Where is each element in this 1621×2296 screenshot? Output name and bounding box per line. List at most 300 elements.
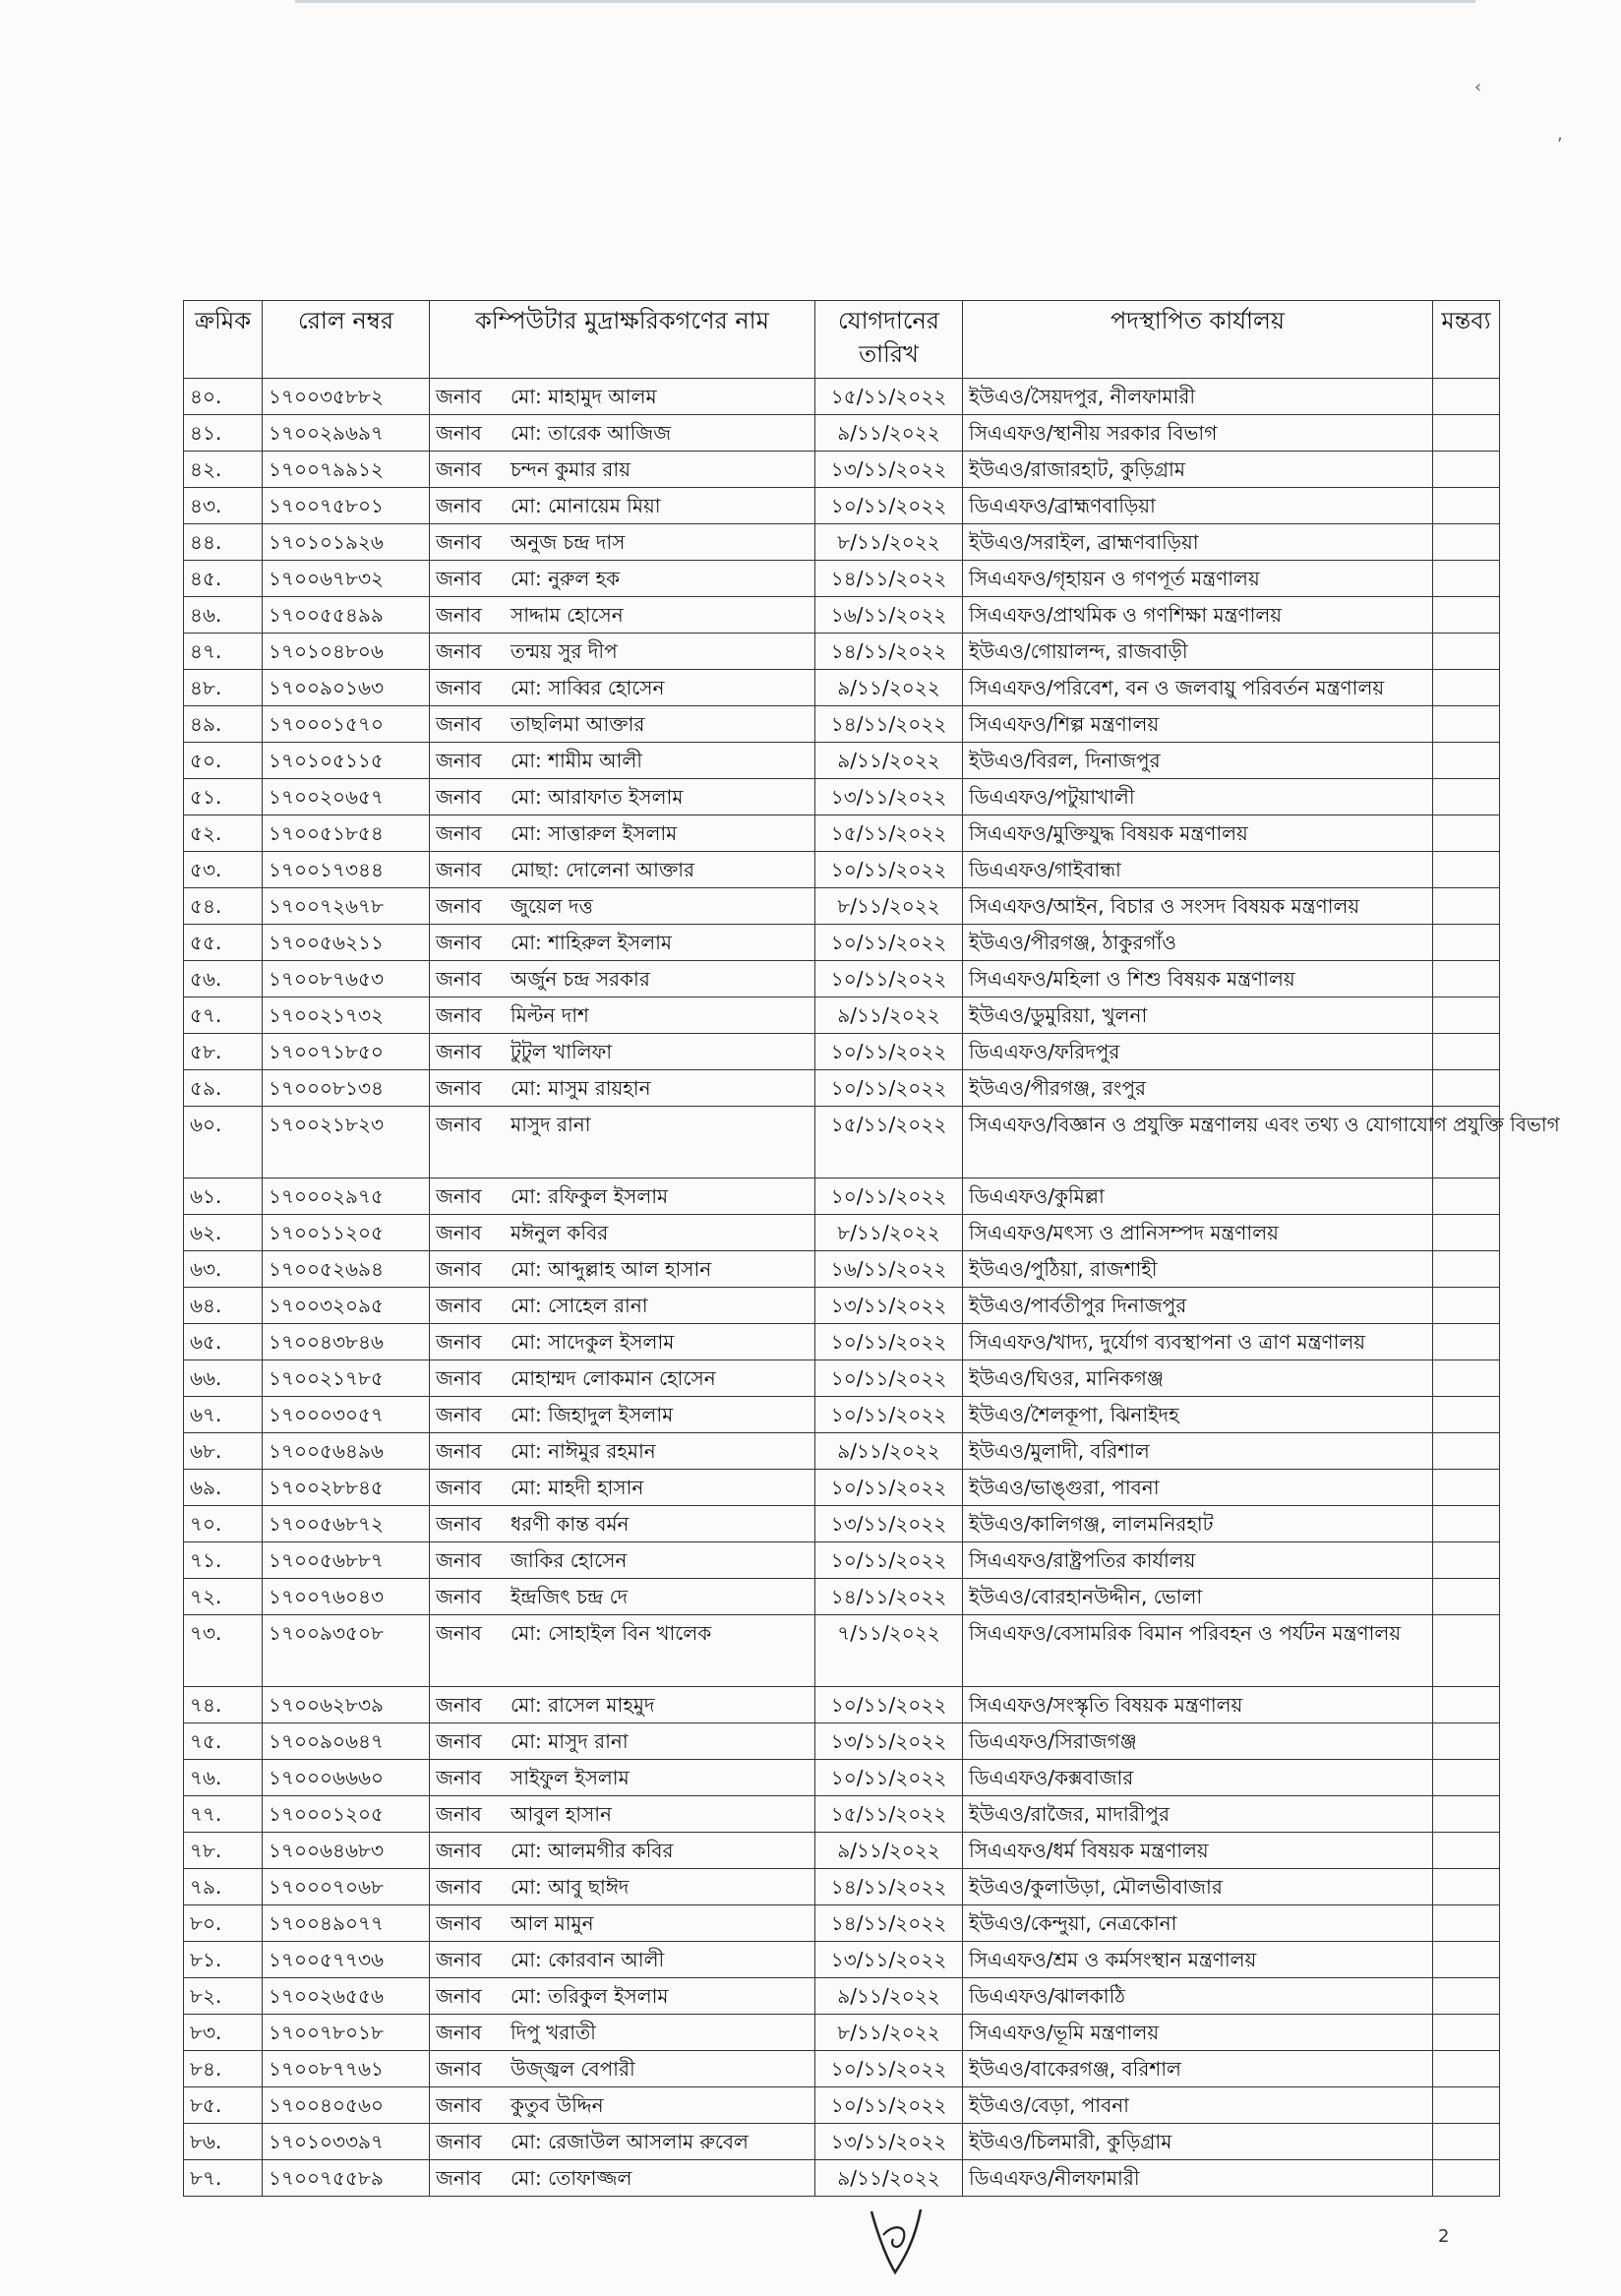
join-date-cell: ১০/১১/২০২২: [815, 1397, 963, 1433]
remarks-cell: [1433, 852, 1500, 888]
name-cell: [430, 961, 815, 997]
remarks-cell: [1433, 379, 1500, 415]
serial-cell: ৬৮.: [184, 1433, 263, 1470]
office-cell: ইউএও/কুলাউড়া, মৌলভীবাজার: [963, 1869, 1433, 1905]
serial-cell: ৭৭.: [184, 1796, 263, 1833]
honorific: জনাব: [436, 2093, 482, 2117]
table-row: [184, 1215, 1500, 1251]
honorific: জনাব: [436, 2021, 482, 2044]
honorific: জনাব: [436, 1257, 482, 1281]
remarks-cell: [1433, 1506, 1500, 1542]
name-cell: [430, 1942, 815, 1978]
remarks-cell: [1433, 1470, 1500, 1506]
roll-cell: ১৭০০৫৫৪৯৯: [263, 597, 430, 634]
person-name: মো: আরাফাত ইসলাম: [510, 785, 684, 809]
serial-cell: ৮৬.: [184, 2124, 263, 2160]
honorific: জনাব: [436, 1911, 482, 1935]
join-date-cell: ১৪/১১/২০২২: [815, 1869, 963, 1905]
person-name: মো: কোরবান আলী: [510, 1948, 665, 1971]
name-cell: [430, 1178, 815, 1215]
name-cell: [430, 997, 815, 1034]
serial-cell: ৫৩.: [184, 852, 263, 888]
serial-cell: ৪৭.: [184, 634, 263, 670]
remarks-cell: [1433, 2124, 1500, 2160]
serial-cell: ৮৪.: [184, 2051, 263, 2087]
roll-cell: ১৭০০০১২০৫: [263, 1796, 430, 1833]
join-date-cell: ১৩/১১/২০২২: [815, 452, 963, 488]
table-row: [184, 1615, 1500, 1687]
join-date-cell: ১৬/১১/২০২২: [815, 1251, 963, 1288]
honorific: জনাব: [436, 2057, 482, 2081]
table-row: [184, 1687, 1500, 1723]
person-name: মো: রাসেল মাহমুদ: [510, 1693, 655, 1717]
name-cell: [430, 1506, 815, 1542]
table-row: [184, 2087, 1500, 2124]
person-name: মো: নুরুল হক: [510, 567, 621, 590]
person-name: মো: মাহদী হাসান: [510, 1476, 644, 1499]
honorific: জনাব: [436, 676, 482, 699]
honorific: জনাব: [436, 1221, 482, 1244]
join-date-cell: ১৪/১১/২০২২: [815, 1905, 963, 1942]
header-remarks: মন্তব্য: [1433, 301, 1500, 379]
honorific: জনাব: [436, 1839, 482, 1862]
roll-cell: ১৭০০৫৬৮৭২: [263, 1506, 430, 1542]
remarks-cell: [1433, 452, 1500, 488]
table-row: [184, 1360, 1500, 1397]
office-cell: সিএএফও/বেসামরিক বিমান পরিবহন ও পর্যটন মন্ত্রণালয়: [963, 1615, 1433, 1687]
office-cell: ডিএএফও/ফরিদপুর: [963, 1034, 1433, 1070]
roll-cell: ১৭০০৩৫৮৮২: [263, 379, 430, 415]
person-name: মিল্টন দাশ: [510, 1003, 589, 1027]
office-cell: সিএএফও/বিজ্ঞান ও প্রযুক্তি মন্ত্রণালয় এবং তথ্য ও যোগাযোগ প্রযুক্তি বিভাগ: [963, 1107, 1433, 1178]
table-row: [184, 379, 1500, 415]
table-row: [184, 1905, 1500, 1942]
table-row: [184, 1978, 1500, 2015]
join-date-cell: ১৩/১১/২০২২: [815, 1723, 963, 1760]
serial-cell: ৫৯.: [184, 1070, 263, 1107]
roll-cell: ১৭০০২০৬৫৭: [263, 779, 430, 816]
serial-cell: ৭৪.: [184, 1687, 263, 1723]
join-date-cell: ১৫/১১/২০২২: [815, 1107, 963, 1178]
join-date-cell: ১৫/১১/২০২২: [815, 379, 963, 415]
honorific: জনাব: [436, 1076, 482, 1100]
table-row: [184, 1034, 1500, 1070]
office-cell: ইউএও/বোরহানউদ্দীন, ভোলা: [963, 1579, 1433, 1615]
remarks-cell: [1433, 561, 1500, 597]
office-cell: ডিএএফও/গাইবান্ধা: [963, 852, 1433, 888]
join-date-cell: ১৪/১১/২০২২: [815, 561, 963, 597]
person-name: টুটুল খালিফা: [510, 1040, 613, 1063]
join-date-cell: ১০/১১/২০২২: [815, 1360, 963, 1397]
table-row: [184, 1397, 1500, 1433]
roll-cell: ১৭০০২৬৫৫৬: [263, 1978, 430, 2015]
honorific: জনাব: [436, 567, 482, 590]
join-date-cell: ১৬/১১/২০২২: [815, 597, 963, 634]
table-row: [184, 961, 1500, 997]
roll-cell: ১৭০০০৭০৬৮: [263, 1869, 430, 1905]
honorific: জনাব: [436, 1330, 482, 1354]
remarks-cell: [1433, 670, 1500, 706]
person-name: মো: রফিকুল ইসলাম: [510, 1184, 669, 1208]
table-row: [184, 1107, 1500, 1178]
table-row: [184, 452, 1500, 488]
posting-table: [183, 300, 1560, 2197]
office-cell: ইউএও/গোয়ালন্দ, রাজবাড়ী: [963, 634, 1433, 670]
roll-cell: ১৭০০০৬৬৬০: [263, 1760, 430, 1796]
honorific: জনাব: [436, 1984, 482, 2008]
header-roll: রোল নম্বর: [263, 301, 430, 379]
serial-cell: ৫৬.: [184, 961, 263, 997]
join-date-cell: ১০/১১/২০২২: [815, 1178, 963, 1215]
table-header-row: [184, 301, 1500, 379]
remarks-cell: [1433, 1178, 1500, 1215]
serial-cell: ৮১.: [184, 1942, 263, 1978]
office-cell: ইউএও/পুঠিয়া, রাজশাহী: [963, 1251, 1433, 1288]
office-cell: সিএএফও/খাদ্য, দুর্যোগ ব্যবস্থাপনা ও ত্রাণ মন্ত্রণালয়: [963, 1324, 1433, 1360]
roll-cell: ১৭০০৪০৫৬০: [263, 2087, 430, 2124]
name-cell: [430, 670, 815, 706]
roll-cell: ১৭০০৯৩৫০৮: [263, 1615, 430, 1687]
office-cell: ইউএও/বিরল, দিনাজপুর: [963, 743, 1433, 779]
roll-cell: ১৭০০৪৩৮৪৬: [263, 1324, 430, 1360]
office-cell: ইউএও/ডুমুরিয়া, খুলনা: [963, 997, 1433, 1034]
table-row: [184, 597, 1500, 634]
roll-cell: ১৭০১০৩৩৯৭: [263, 2124, 430, 2160]
name-cell: [430, 452, 815, 488]
honorific: জনাব: [436, 385, 482, 408]
table-row: [184, 1470, 1500, 1506]
join-date-cell: ৮/১১/২০২২: [815, 2015, 963, 2051]
office-cell: ইউএও/সৈয়দপুর, নীলফামারী: [963, 379, 1433, 415]
join-date-cell: ১০/১১/২০২২: [815, 1542, 963, 1579]
top-scan-rule: [295, 0, 1475, 3]
remarks-cell: [1433, 816, 1500, 852]
honorific: জনাব: [436, 712, 482, 736]
roll-cell: ১৭০০০৩০৫৭: [263, 1397, 430, 1433]
honorific: জনাব: [436, 749, 482, 772]
serial-cell: ৫২.: [184, 816, 263, 852]
join-date-cell: ১০/১১/২০২২: [815, 852, 963, 888]
table-row: [184, 888, 1500, 925]
join-date-cell: ১০/১১/২০২২: [815, 1687, 963, 1723]
remarks-cell: [1433, 1687, 1500, 1723]
office-cell: সিএএফও/মুক্তিযুদ্ধ বিষয়ক মন্ত্রণালয়: [963, 816, 1433, 852]
join-date-cell: ৯/১১/২০২২: [815, 997, 963, 1034]
serial-cell: ৫৭.: [184, 997, 263, 1034]
table-row: [184, 1833, 1500, 1869]
name-cell: [430, 1324, 815, 1360]
roll-cell: ১৭০০০৮১৩৪: [263, 1070, 430, 1107]
roll-cell: ১৭০০৭৯৯১২: [263, 452, 430, 488]
office-cell: ডিএএফও/ব্রাহ্মণবাড়িয়া: [963, 488, 1433, 524]
name-cell: [430, 597, 815, 634]
serial-cell: ৪০.: [184, 379, 263, 415]
roll-cell: ১৭০০৬৪৬৮৩: [263, 1833, 430, 1869]
name-cell: [430, 1433, 815, 1470]
name-cell: [430, 1579, 815, 1615]
office-cell: ইউএও/কালিগঞ্জ, লালমনিরহাট: [963, 1506, 1433, 1542]
honorific: জনাব: [436, 821, 482, 845]
name-cell: [430, 925, 815, 961]
name-cell: [430, 743, 815, 779]
roll-cell: ১৭০০২১৭৩২: [263, 997, 430, 1034]
join-date-cell: ১০/১১/২০২২: [815, 1324, 963, 1360]
person-name: সাদ্দাম হোসেন: [510, 603, 624, 627]
name-cell: [430, 1723, 815, 1760]
roll-cell: ১৭০০৭৫৮০১: [263, 488, 430, 524]
header-join-date: যোগদানের তারিখ: [815, 301, 963, 379]
honorific: জনাব: [436, 1729, 482, 1753]
table-row: [184, 1251, 1500, 1288]
name-cell: [430, 1470, 815, 1506]
office-cell: সিএএফও/ভূমি মন্ত্রণালয়: [963, 2015, 1433, 2051]
name-cell: [430, 634, 815, 670]
roll-cell: ১৭০০৬৭৮৩২: [263, 561, 430, 597]
table-row: [184, 816, 1500, 852]
join-date-cell: ৯/১১/২০২২: [815, 743, 963, 779]
office-cell: ডিএএফও/নীলফামারী: [963, 2160, 1433, 2197]
remarks-cell: [1433, 488, 1500, 524]
name-cell: [430, 706, 815, 743]
person-name: মো: মাসুম রায়হান: [510, 1076, 651, 1100]
remarks-cell: [1433, 1288, 1500, 1324]
person-name: ধরণী কান্ত বর্মন: [510, 1512, 630, 1536]
honorific: জনাব: [436, 1693, 482, 1717]
remarks-cell: [1433, 1397, 1500, 1433]
table-row: [184, 670, 1500, 706]
serial-cell: ৬৪.: [184, 1288, 263, 1324]
person-name: তন্ময় সুর দীপ: [510, 639, 618, 663]
honorific: জনাব: [436, 421, 482, 445]
honorific: জনাব: [436, 2130, 482, 2153]
join-date-cell: ১৩/১১/২০২২: [815, 1506, 963, 1542]
remarks-cell: [1433, 2087, 1500, 2124]
remarks-cell: [1433, 634, 1500, 670]
name-cell: [430, 488, 815, 524]
name-cell: [430, 561, 815, 597]
person-name: মো: সাত্তারুল ইসলাম: [510, 821, 678, 845]
honorific: জনাব: [436, 1766, 482, 1789]
table-row: [184, 1760, 1500, 1796]
name-cell: [430, 1070, 815, 1107]
table-row: [184, 524, 1500, 561]
serial-cell: ৭২.: [184, 1579, 263, 1615]
name-cell: [430, 1905, 815, 1942]
person-name: মো: সাদেকুল ইসলাম: [510, 1330, 675, 1354]
name-cell: [430, 379, 815, 415]
name-cell: [430, 1833, 815, 1869]
office-cell: ইউএও/পার্বতীপুর দিনাজপুর: [963, 1288, 1433, 1324]
table-body: [184, 379, 1560, 2197]
table-row: [184, 1070, 1500, 1107]
office-cell: সিএএফও/পরিবেশ, বন ও জলবায়ু পরিবর্তন মন্ত্রণালয়: [963, 670, 1433, 706]
person-name: জুয়েল দত্ত: [510, 894, 593, 918]
roll-cell: ১৭০০৩২০৯৫: [263, 1288, 430, 1324]
join-date-cell: ৮/১১/২০২২: [815, 524, 963, 561]
honorific: জনাব: [436, 1366, 482, 1390]
join-date-cell: ৯/১১/২০২২: [815, 670, 963, 706]
table-row: [184, 1542, 1500, 1579]
remarks-cell: [1433, 1723, 1500, 1760]
name-cell: [430, 2015, 815, 2051]
roll-cell: ১৭০০২১৮২৩: [263, 1107, 430, 1178]
serial-cell: ৬০.: [184, 1107, 263, 1178]
roll-cell: ১৭০০৫১৮৫৪: [263, 816, 430, 852]
remarks-cell: [1433, 1251, 1500, 1288]
office-cell: ইউএও/ভাঙ্গুরা, পাবনা: [963, 1470, 1433, 1506]
roll-cell: ১৭০০৭৬০৪৩: [263, 1579, 430, 1615]
serial-cell: ৫৮.: [184, 1034, 263, 1070]
honorific: জনাব: [436, 967, 482, 991]
honorific: জনাব: [436, 931, 482, 954]
table-row: [184, 1178, 1500, 1215]
join-date-cell: ৯/১১/২০২২: [815, 1978, 963, 2015]
join-date-cell: ১০/১১/২০২২: [815, 2051, 963, 2087]
person-name: জাকির হোসেন: [510, 1548, 628, 1572]
roll-cell: ১৭০০০২৯৭৫: [263, 1178, 430, 1215]
honorific: জনাব: [436, 1585, 482, 1608]
join-date-cell: ৯/১১/২০২২: [815, 1833, 963, 1869]
join-date-cell: ১০/১১/২০২২: [815, 961, 963, 997]
honorific: জনাব: [436, 639, 482, 663]
office-cell: ইউএও/বেড়া, পাবনা: [963, 2087, 1433, 2124]
office-cell: সিএএফও/শিল্প মন্ত্রণালয়: [963, 706, 1433, 743]
table-row: [184, 1796, 1500, 1833]
person-name: অনুজ চন্দ্র দাস: [510, 530, 626, 554]
person-name: আল মামুন: [510, 1911, 594, 1935]
name-cell: [430, 852, 815, 888]
person-name: মাসুদ রানা: [510, 1113, 591, 1136]
office-cell: ইউএও/শৈলকূপা, ঝিনাইদহ: [963, 1397, 1433, 1433]
name-cell: [430, 2160, 815, 2197]
remarks-cell: [1433, 779, 1500, 816]
roll-cell: ১৭০১০১৯২৬: [263, 524, 430, 561]
roll-cell: ১৭০০৮৭৭৬১: [263, 2051, 430, 2087]
join-date-cell: ৮/১১/২০২২: [815, 888, 963, 925]
person-name: ইন্দ্রজিৎ চন্দ্র দে: [510, 1585, 629, 1608]
roll-cell: ১৭০০৯০১৬৩: [263, 670, 430, 706]
office-cell: ইউএও/মুলাদী, বরিশাল: [963, 1433, 1433, 1470]
join-date-cell: ১৪/১১/২০২২: [815, 1579, 963, 1615]
serial-cell: ৭৩.: [184, 1615, 263, 1687]
office-cell: ইউএও/পীরগঞ্জ, ঠাকুরগাঁও: [963, 925, 1433, 961]
office-cell: সিএএফও/আইন, বিচার ও সংসদ বিষয়ক মন্ত্রণালয়: [963, 888, 1433, 925]
remarks-cell: [1433, 1070, 1500, 1107]
person-name: মোহাম্মদ লোকমান হোসেন: [510, 1366, 716, 1390]
join-date-cell: ৮/১১/২০২২: [815, 1215, 963, 1251]
honorific: জনাব: [436, 457, 482, 481]
person-name: মো: তারেক আজিজ: [510, 421, 672, 445]
name-cell: [430, 1760, 815, 1796]
header-office: পদস্থাপিত কার্যালয়: [963, 301, 1433, 379]
serial-cell: ৮৭.: [184, 2160, 263, 2197]
person-name: মো: আলমগীর কবির: [510, 1839, 674, 1862]
office-cell: ডিএএফও/কক্সবাজার: [963, 1760, 1433, 1796]
table-row: [184, 1288, 1500, 1324]
remarks-cell: [1433, 1215, 1500, 1251]
name-cell: [430, 1687, 815, 1723]
remarks-cell: [1433, 1433, 1500, 1470]
person-name: মো: তরিকুল ইসলাম: [510, 1984, 669, 2008]
table-row: [184, 706, 1500, 743]
roll-cell: ১৭০০২৯৬৯৭: [263, 415, 430, 452]
serial-cell: ৮০.: [184, 1905, 263, 1942]
remarks-cell: [1433, 1615, 1500, 1687]
honorific: জনাব: [436, 1875, 482, 1899]
office-cell: ইউএও/রাজৈর, মাদারীপুর: [963, 1796, 1433, 1833]
name-cell: [430, 415, 815, 452]
honorific: জনাব: [436, 1621, 482, 1645]
remarks-cell: [1433, 743, 1500, 779]
table-row: [184, 1506, 1500, 1542]
serial-cell: ৭৮.: [184, 1833, 263, 1869]
honorific: জনাব: [436, 1476, 482, 1499]
table-row: [184, 1324, 1500, 1360]
office-cell: ইউএও/সরাইল, ব্রাহ্মণবাড়িয়া: [963, 524, 1433, 561]
person-name: মো: জিহাদুল ইসলাম: [510, 1403, 674, 1426]
person-name: মো: সাব্বির হোসেন: [510, 676, 665, 699]
serial-cell: ৫৫.: [184, 925, 263, 961]
table-row: [184, 997, 1500, 1034]
table-row: [184, 2051, 1500, 2087]
join-date-cell: ১০/১১/২০২২: [815, 1470, 963, 1506]
remarks-cell: [1433, 997, 1500, 1034]
name-cell: [430, 1034, 815, 1070]
remarks-cell: [1433, 1833, 1500, 1869]
serial-cell: ৪৬.: [184, 597, 263, 634]
serial-cell: ৭০.: [184, 1506, 263, 1542]
honorific: জনাব: [436, 894, 482, 918]
join-date-cell: ১৩/১১/২০২২: [815, 1942, 963, 1978]
join-date-cell: ৯/১১/২০২২: [815, 2160, 963, 2197]
remarks-cell: [1433, 1579, 1500, 1615]
honorific: জনাব: [436, 1184, 482, 1208]
person-name: মো: মাসুদ রানা: [510, 1729, 629, 1753]
roll-cell: ১৭০০৫৬৮৮৭: [263, 1542, 430, 1579]
join-date-cell: ৯/১১/২০২২: [815, 1433, 963, 1470]
roll-cell: ১৭০০৫৬৪৯৬: [263, 1433, 430, 1470]
person-name: মো: তোফাজ্জল: [510, 2166, 632, 2190]
serial-cell: ৬৩.: [184, 1251, 263, 1288]
honorific: জনাব: [436, 1512, 482, 1536]
person-name: আবুল হাসান: [510, 1802, 612, 1826]
person-name: মো: নাঈমুর রহমান: [510, 1439, 656, 1463]
honorific: জনাব: [436, 1003, 482, 1027]
name-cell: [430, 888, 815, 925]
office-cell: সিএএফও/মৎস্য ও প্রানিসম্পদ মন্ত্রণালয়: [963, 1215, 1433, 1251]
remarks-cell: [1433, 888, 1500, 925]
join-date-cell: ১০/১১/২০২২: [815, 2087, 963, 2124]
office-cell: সিএএফও/স্থানীয় সরকার বিভাগ: [963, 415, 1433, 452]
office-cell: ইউএও/কেন্দুয়া, নেত্রকোনা: [963, 1905, 1433, 1942]
serial-cell: ৮২.: [184, 1978, 263, 2015]
name-cell: [430, 1542, 815, 1579]
table-row: [184, 852, 1500, 888]
honorific: জনাব: [436, 530, 482, 554]
serial-cell: ৪৮.: [184, 670, 263, 706]
table-row: [184, 415, 1500, 452]
name-cell: [430, 524, 815, 561]
serial-cell: ৭৯.: [184, 1869, 263, 1905]
office-cell: সিএএফও/ধর্ম বিষয়ক মন্ত্রণালয়: [963, 1833, 1433, 1869]
roll-cell: ১৭০০৬২৮৩৯: [263, 1687, 430, 1723]
table-row: [184, 1579, 1500, 1615]
person-name: মো: সোহাইল বিন খালেক: [510, 1621, 712, 1645]
person-name: মো: আবু ছাঈদ: [510, 1875, 630, 1899]
person-name: অর্জুন চন্দ্র সরকার: [510, 967, 650, 991]
person-name: মো: শামীম আলী: [510, 749, 642, 772]
remarks-cell: [1433, 1978, 1500, 2015]
